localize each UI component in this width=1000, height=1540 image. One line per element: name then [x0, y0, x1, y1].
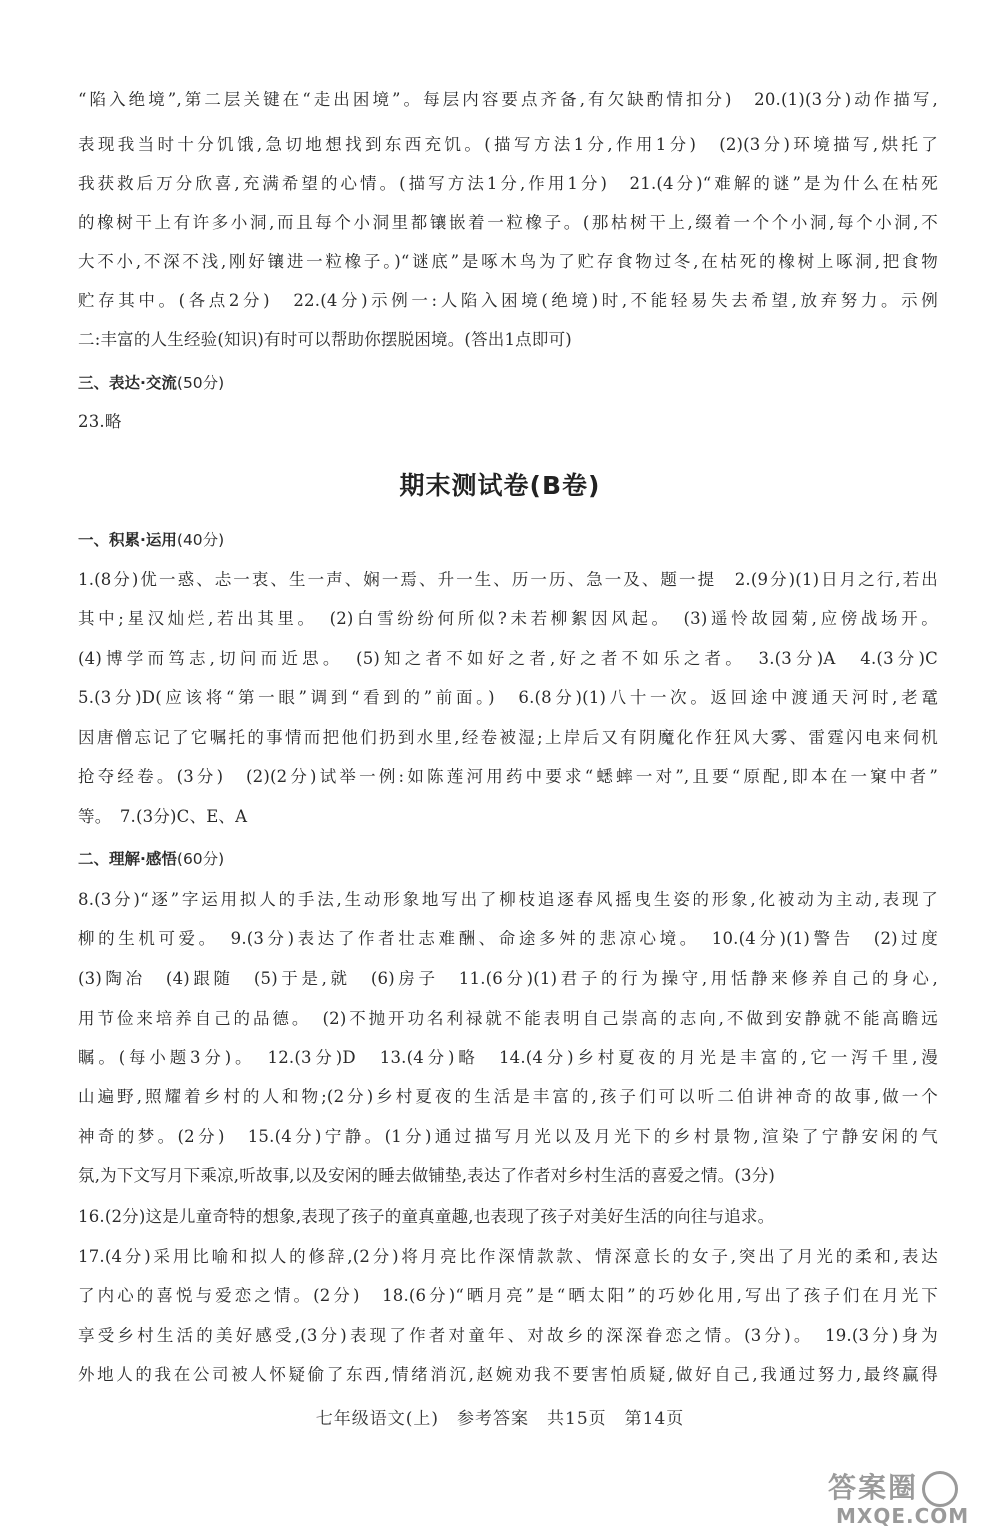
- text-line: 等。 7.(3分)C、E、A: [78, 807, 248, 826]
- text-line: 贮存其中。(各点2分) 22.(4分)示例一:人陷入困境(绝境)时,不能轻易失去希望,放弃努力。示例: [78, 291, 938, 310]
- text-line: 用节俭来培养自己的品德。 (2)不抛开功名利禄就不能表明自己崇高的志向,不做到安静就不能高瞻远: [78, 1009, 938, 1028]
- text-line: 的橡树干上有许多小洞,而且每个小洞里都镶嵌着一粒橡子。(那枯树干上,缀着一个个小洞,每个小洞,不: [78, 213, 938, 232]
- text-line: 氛,为下文写月下乘凉,听故事,以及安闲的睡去做铺垫,表达了作者对乡村生活的喜爱之情。(3分): [78, 1166, 776, 1185]
- text-line: 神奇的梦。(2分) 15.(4分)宁静。(1分)通过描写月光以及月光下的乡村景物,渲染了宁静安闲的气: [78, 1127, 938, 1146]
- page-footer: 七年级语文(上) 参考答案 共15页 第14页: [315, 1409, 685, 1429]
- section-heading-label: 一、积累·运用: [78, 531, 177, 549]
- text-line: 享受乡村生活的美好感受,(3分)表现了作者对童年、对故乡的深深眷恋之情。(3分)。 19.(3分)身为: [78, 1326, 938, 1345]
- watermark: [818, 1466, 970, 1536]
- text-line: 山遍野,照耀着乡村的人和物;(2分)乡村夏夜的生活是丰富的,孩子们可以听二伯讲神奇的故事,做一个: [78, 1087, 938, 1106]
- text-line: 了内心的喜悦与爱恋之情。(2分) 18.(6分)“晒月亮”是“晒太阳”的巧妙化用,写出了孩子们在月光下: [78, 1286, 938, 1305]
- watermark-logo: 答案圈: [828, 1466, 958, 1507]
- text-line: 柳的生机可爱。 9.(3分)表达了作者壮志难酬、命途多舛的悲凉心境。 10.(4分)(1)警告 (2)过度: [78, 929, 938, 948]
- section-heading-label: 二、理解·感悟: [78, 850, 177, 868]
- text-line: 外地人的我在公司被人怀疑偷了东西,情绪消沉,赵婉劝我不要害怕质疑,做好自己,我通过努力,最终赢得: [78, 1365, 938, 1384]
- text-line: 瞩。(每小题3分)。 12.(3分)D 13.(4分)略 14.(4分)乡村夏夜的月光是丰富的,它一泻千里,漫: [78, 1048, 938, 1067]
- text-line: 16.(2分)这是儿童奇特的想象,表现了孩子的童真童趣,也表现了孩子对美好生活的向往与追求。: [78, 1207, 775, 1226]
- text-line: 8.(3分)“逐”字运用拟人的手法,生动形象地写出了柳枝追逐春风摇曳生姿的形象,化被动为主动,表现了: [78, 890, 938, 909]
- text-line: 17.(4分)采用比喻和拟人的修辞,(2分)将月亮比作深情款款、情深意长的女子,突出了月光的柔和,表达: [78, 1247, 938, 1266]
- text-line: 因唐僧忘记了它嘱托的事情而把他们扔到水里,经卷被湿;上岸后又有阴魔化作狂风大雾、雷霆闪电来伺机: [78, 728, 938, 747]
- text-line: 大不小,不深不浅,刚好镶进一粒橡子。)“谜底”是啄木鸟为了贮存食物过冬,在枯死的橡树上啄洞,把食物: [78, 252, 938, 271]
- watermark-url: MXQE.COM: [836, 1504, 970, 1528]
- section-heading-expression: [78, 371, 224, 395]
- text-line: (4)博学而笃志,切问而近思。 (5)知之者不如好之者,好之者不如乐之者。 3.(3分)A 4.(3分)C: [78, 649, 938, 668]
- text-line: “陷入绝境”,第二层关键在“走出困境”。每层内容要点齐备,有欠缺酌情扣分) 20.(1)(3分)动作描写,: [78, 90, 938, 109]
- text-line: 我获救后万分欣喜,充满希望的心情。(描写方法1分,作用1分) 21.(4分)“难解的谜”是为什么在枯死: [78, 174, 938, 193]
- section-score: (50分): [176, 374, 225, 392]
- section-heading-understanding: [78, 847, 224, 871]
- text-line: 其中;星汉灿烂,若出其里。 (2)白雪纷纷何所似?未若柳絮因风起。 (3)遥怜故园菊,应傍战场开。: [78, 609, 938, 628]
- text-line: 1.(8分)优一惑、忐一衷、生一声、娴一焉、升一生、历一历、急一及、题一提 2.(9分)(1)日月之行,若出: [78, 570, 938, 589]
- text-line: 5.(3分)D(应该将“第一眼”调到“看到的”前面。) 6.(8分)(1)八十一次。返回途中渡通天河时,老鼋: [78, 688, 938, 707]
- section-heading-label: 三、表达·交流: [78, 374, 177, 392]
- answer-23: 23.略: [78, 412, 122, 431]
- text-line: 二:丰富的人生经验(知识)有时可以帮助你摆脱困境。(答出1点即可): [78, 330, 572, 349]
- text-line: 抢夺经卷。(3分) (2)(2分)试举一例:如陈莲河用药中要求“蟋蟀一对”,且要“原配,即本在一窠中者”: [78, 767, 938, 786]
- section-score: (40分): [176, 531, 225, 549]
- section-heading-accumulation: [78, 528, 224, 552]
- text-line: (3)陶冶 (4)跟随 (5)于是,就 (6)房子 11.(6分)(1)君子的行为操守,用恬静来修养自己的身心,: [78, 969, 938, 988]
- text-line: 表现我当时十分饥饿,急切地想找到东西充饥。(描写方法1分,作用1分) (2)(3分)环境描写,烘托了: [78, 135, 938, 154]
- seal-icon: [922, 1471, 958, 1507]
- exam-title: 期末测试卷(B卷): [399, 471, 601, 500]
- section-score: (60分): [176, 850, 225, 868]
